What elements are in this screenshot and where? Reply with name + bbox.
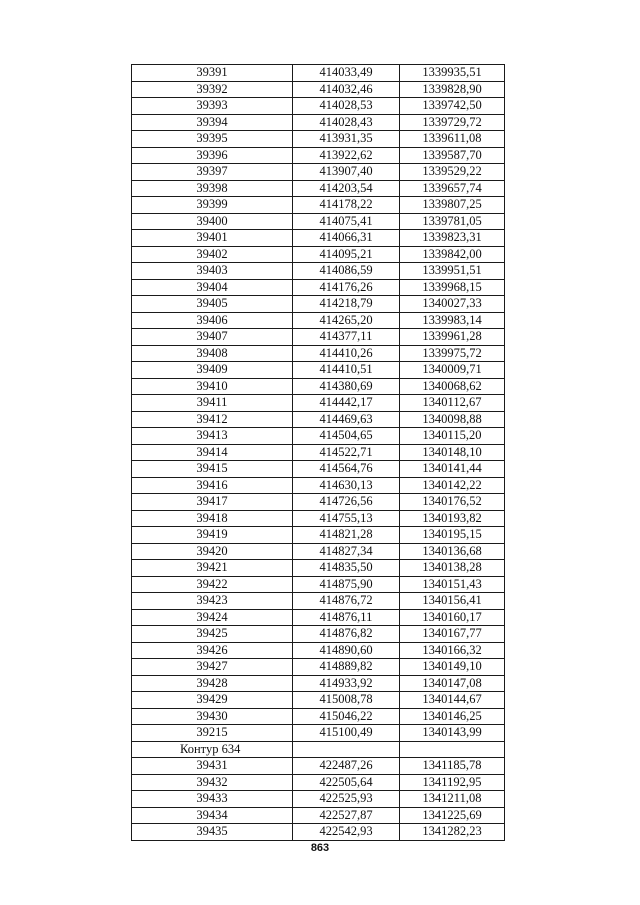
table-row [132, 263, 505, 280]
table-row [132, 791, 505, 808]
point-number-cell: 39418 [132, 510, 293, 527]
x-coordinate-cell: 414630,13 [293, 477, 400, 494]
x-coordinate-cell: 414178,22 [293, 197, 400, 214]
y-coordinate-cell: 1340176,52 [400, 494, 505, 511]
x-coordinate-cell: 414218,79 [293, 296, 400, 313]
y-coordinate-cell: 1340167,77 [400, 626, 505, 643]
table-row [132, 213, 505, 230]
table-row [132, 774, 505, 791]
point-number-cell: 39409 [132, 362, 293, 379]
x-coordinate-cell: 414410,51 [293, 362, 400, 379]
y-coordinate-cell: 1339842,00 [400, 246, 505, 263]
point-number-cell: 39422 [132, 576, 293, 593]
x-coordinate-cell: 422505,64 [293, 774, 400, 791]
x-coordinate-cell: 414033,49 [293, 65, 400, 82]
table-row [132, 345, 505, 362]
table-row [132, 675, 505, 692]
y-coordinate-cell: 1340148,10 [400, 444, 505, 461]
point-number-cell: 39406 [132, 312, 293, 329]
point-number-cell: 39430 [132, 708, 293, 725]
point-number-cell: 39399 [132, 197, 293, 214]
point-number-cell: 39420 [132, 543, 293, 560]
table-row [132, 395, 505, 412]
x-coordinate-cell: 414469,63 [293, 411, 400, 428]
page-number: 863 [310, 842, 330, 854]
point-number-cell: 39397 [132, 164, 293, 181]
x-coordinate-cell: 414522,71 [293, 444, 400, 461]
point-number-cell: 39393 [132, 98, 293, 115]
y-coordinate-cell: 1340144,67 [400, 692, 505, 709]
y-coordinate-cell: 1341192,95 [400, 774, 505, 791]
x-coordinate-cell: 422542,93 [293, 824, 400, 841]
point-number-cell: 39416 [132, 477, 293, 494]
x-coordinate-cell: 414726,56 [293, 494, 400, 511]
y-coordinate-cell: 1340151,43 [400, 576, 505, 593]
contour-header-row [132, 741, 505, 758]
y-coordinate-cell: 1340142,22 [400, 477, 505, 494]
point-number-cell: 39414 [132, 444, 293, 461]
table-row [132, 824, 505, 841]
x-coordinate-cell: 413931,35 [293, 131, 400, 148]
x-coordinate-cell: 414821,28 [293, 527, 400, 544]
x-coordinate-cell: 422487,26 [293, 758, 400, 775]
table-row [132, 329, 505, 346]
x-coordinate-cell: 414377,11 [293, 329, 400, 346]
y-coordinate-cell: 1339781,05 [400, 213, 505, 230]
point-number-cell: 39417 [132, 494, 293, 511]
y-coordinate-cell: 1340146,25 [400, 708, 505, 725]
x-coordinate-cell: 414032,46 [293, 81, 400, 98]
y-coordinate-cell: 1339807,25 [400, 197, 505, 214]
point-number-cell: 39401 [132, 230, 293, 247]
point-number-cell: 39394 [132, 114, 293, 131]
point-number-cell: 39403 [132, 263, 293, 280]
table-row [132, 461, 505, 478]
table-row [132, 246, 505, 263]
y-coordinate-cell: 1341282,23 [400, 824, 505, 841]
table-row [132, 510, 505, 527]
y-coordinate-cell: 1339975,72 [400, 345, 505, 362]
point-number-cell: 39396 [132, 147, 293, 164]
y-coordinate-cell: 1339983,14 [400, 312, 505, 329]
point-number-cell: 39398 [132, 180, 293, 197]
x-coordinate-cell: 414755,13 [293, 510, 400, 527]
x-coordinate-cell: 414075,41 [293, 213, 400, 230]
table-row [132, 807, 505, 824]
y-coordinate-cell: 1341225,69 [400, 807, 505, 824]
x-coordinate-cell: 414504,65 [293, 428, 400, 445]
y-coordinate-cell: 1340138,28 [400, 560, 505, 577]
point-number-cell: 39433 [132, 791, 293, 808]
point-number-cell: 39413 [132, 428, 293, 445]
coordinates-table [131, 64, 505, 841]
point-number-cell: 39423 [132, 593, 293, 610]
y-coordinate-cell: 1340068,62 [400, 378, 505, 395]
y-coordinate-cell: 1339611,08 [400, 131, 505, 148]
table-row [132, 428, 505, 445]
point-number-cell: 39424 [132, 609, 293, 626]
y-coordinate-cell: 1339828,90 [400, 81, 505, 98]
point-number-cell: 39435 [132, 824, 293, 841]
point-number-cell: 39429 [132, 692, 293, 709]
table-row [132, 98, 505, 115]
x-coordinate-cell: 414564,76 [293, 461, 400, 478]
table-row [132, 312, 505, 329]
y-coordinate-cell: 1340143,99 [400, 725, 505, 742]
x-coordinate-cell: 415046,22 [293, 708, 400, 725]
point-number-cell: 39412 [132, 411, 293, 428]
table-row [132, 560, 505, 577]
x-coordinate-cell: 414086,59 [293, 263, 400, 280]
y-coordinate-cell: 1339742,50 [400, 98, 505, 115]
point-number-cell: 39415 [132, 461, 293, 478]
x-coordinate-cell: 414876,82 [293, 626, 400, 643]
table-row [132, 81, 505, 98]
x-coordinate-cell: 414876,72 [293, 593, 400, 610]
y-coordinate-cell: 1339823,31 [400, 230, 505, 247]
point-number-cell: 39391 [132, 65, 293, 82]
x-coordinate-cell: 413922,62 [293, 147, 400, 164]
point-number-cell: 39432 [132, 774, 293, 791]
x-coordinate-cell: 414176,26 [293, 279, 400, 296]
y-coordinate-cell: 1339729,72 [400, 114, 505, 131]
point-number-cell: 39392 [132, 81, 293, 98]
contour-label: Контур 634 [132, 741, 293, 758]
x-coordinate-cell: 422527,87 [293, 807, 400, 824]
x-coordinate-cell: 422525,93 [293, 791, 400, 808]
table-row [132, 444, 505, 461]
x-coordinate-cell: 414933,92 [293, 675, 400, 692]
table-row [132, 642, 505, 659]
x-coordinate-cell: 413907,40 [293, 164, 400, 181]
table-row [132, 164, 505, 181]
y-coordinate-cell: 1340156,41 [400, 593, 505, 610]
x-coordinate-cell: 415100,49 [293, 725, 400, 742]
x-coordinate-cell: 414410,26 [293, 345, 400, 362]
table-row [132, 131, 505, 148]
point-number-cell: 39402 [132, 246, 293, 263]
table-row [132, 411, 505, 428]
y-coordinate-cell: 1340136,68 [400, 543, 505, 560]
table-row [132, 494, 505, 511]
table-row [132, 543, 505, 560]
y-coordinate-cell: 1339951,51 [400, 263, 505, 280]
point-number-cell: 39421 [132, 560, 293, 577]
y-coordinate-cell: 1341185,78 [400, 758, 505, 775]
point-number-cell: 39407 [132, 329, 293, 346]
table-row [132, 230, 505, 247]
table-row [132, 378, 505, 395]
table-row [132, 147, 505, 164]
x-coordinate-cell: 415008,78 [293, 692, 400, 709]
table-row [132, 708, 505, 725]
y-coordinate-cell: 1340193,82 [400, 510, 505, 527]
x-coordinate-cell: 414028,43 [293, 114, 400, 131]
table-row [132, 296, 505, 313]
table-row [132, 659, 505, 676]
table-row [132, 279, 505, 296]
table-row [132, 725, 505, 742]
y-coordinate-cell: 1340115,20 [400, 428, 505, 445]
point-number-cell: 39400 [132, 213, 293, 230]
point-number-cell: 39425 [132, 626, 293, 643]
table-row [132, 758, 505, 775]
point-number-cell: 39395 [132, 131, 293, 148]
y-coordinate-cell: 1340009,71 [400, 362, 505, 379]
point-number-cell: 39428 [132, 675, 293, 692]
y-coordinate-cell: 1340149,10 [400, 659, 505, 676]
point-number-cell: 39431 [132, 758, 293, 775]
y-coordinate-cell: 1340147,08 [400, 675, 505, 692]
table-row [132, 362, 505, 379]
table-row [132, 65, 505, 82]
coordinates-table-body [132, 65, 505, 841]
x-coordinate-cell: 414380,69 [293, 378, 400, 395]
table-row [132, 692, 505, 709]
y-coordinate-cell: 1339529,22 [400, 164, 505, 181]
x-coordinate-cell: 414835,50 [293, 560, 400, 577]
empty-cell [293, 741, 400, 758]
point-number-cell: 39419 [132, 527, 293, 544]
point-number-cell: 39404 [132, 279, 293, 296]
x-coordinate-cell: 414265,20 [293, 312, 400, 329]
x-coordinate-cell: 414028,53 [293, 98, 400, 115]
y-coordinate-cell: 1339961,28 [400, 329, 505, 346]
table-row [132, 626, 505, 643]
table-row [132, 527, 505, 544]
empty-cell [400, 741, 505, 758]
x-coordinate-cell: 414095,21 [293, 246, 400, 263]
x-coordinate-cell: 414066,31 [293, 230, 400, 247]
x-coordinate-cell: 414889,82 [293, 659, 400, 676]
point-number-cell: 39426 [132, 642, 293, 659]
y-coordinate-cell: 1339935,51 [400, 65, 505, 82]
x-coordinate-cell: 414890,60 [293, 642, 400, 659]
y-coordinate-cell: 1340027,33 [400, 296, 505, 313]
table-row [132, 593, 505, 610]
point-number-cell: 39405 [132, 296, 293, 313]
point-number-cell: 39410 [132, 378, 293, 395]
x-coordinate-cell: 414875,90 [293, 576, 400, 593]
y-coordinate-cell: 1340141,44 [400, 461, 505, 478]
x-coordinate-cell: 414442,17 [293, 395, 400, 412]
point-number-cell: 39411 [132, 395, 293, 412]
table-row [132, 576, 505, 593]
point-number-cell: 39408 [132, 345, 293, 362]
x-coordinate-cell: 414827,34 [293, 543, 400, 560]
y-coordinate-cell: 1340195,15 [400, 527, 505, 544]
y-coordinate-cell: 1340166,32 [400, 642, 505, 659]
point-number-cell: 39215 [132, 725, 293, 742]
table-row [132, 197, 505, 214]
y-coordinate-cell: 1340160,17 [400, 609, 505, 626]
table-row [132, 114, 505, 131]
y-coordinate-cell: 1339587,70 [400, 147, 505, 164]
y-coordinate-cell: 1339657,74 [400, 180, 505, 197]
y-coordinate-cell: 1340112,67 [400, 395, 505, 412]
y-coordinate-cell: 1339968,15 [400, 279, 505, 296]
table-row [132, 180, 505, 197]
point-number-cell: 39427 [132, 659, 293, 676]
table-row [132, 477, 505, 494]
y-coordinate-cell: 1341211,08 [400, 791, 505, 808]
table-row [132, 609, 505, 626]
x-coordinate-cell: 414203,54 [293, 180, 400, 197]
x-coordinate-cell: 414876,11 [293, 609, 400, 626]
point-number-cell: 39434 [132, 807, 293, 824]
y-coordinate-cell: 1340098,88 [400, 411, 505, 428]
